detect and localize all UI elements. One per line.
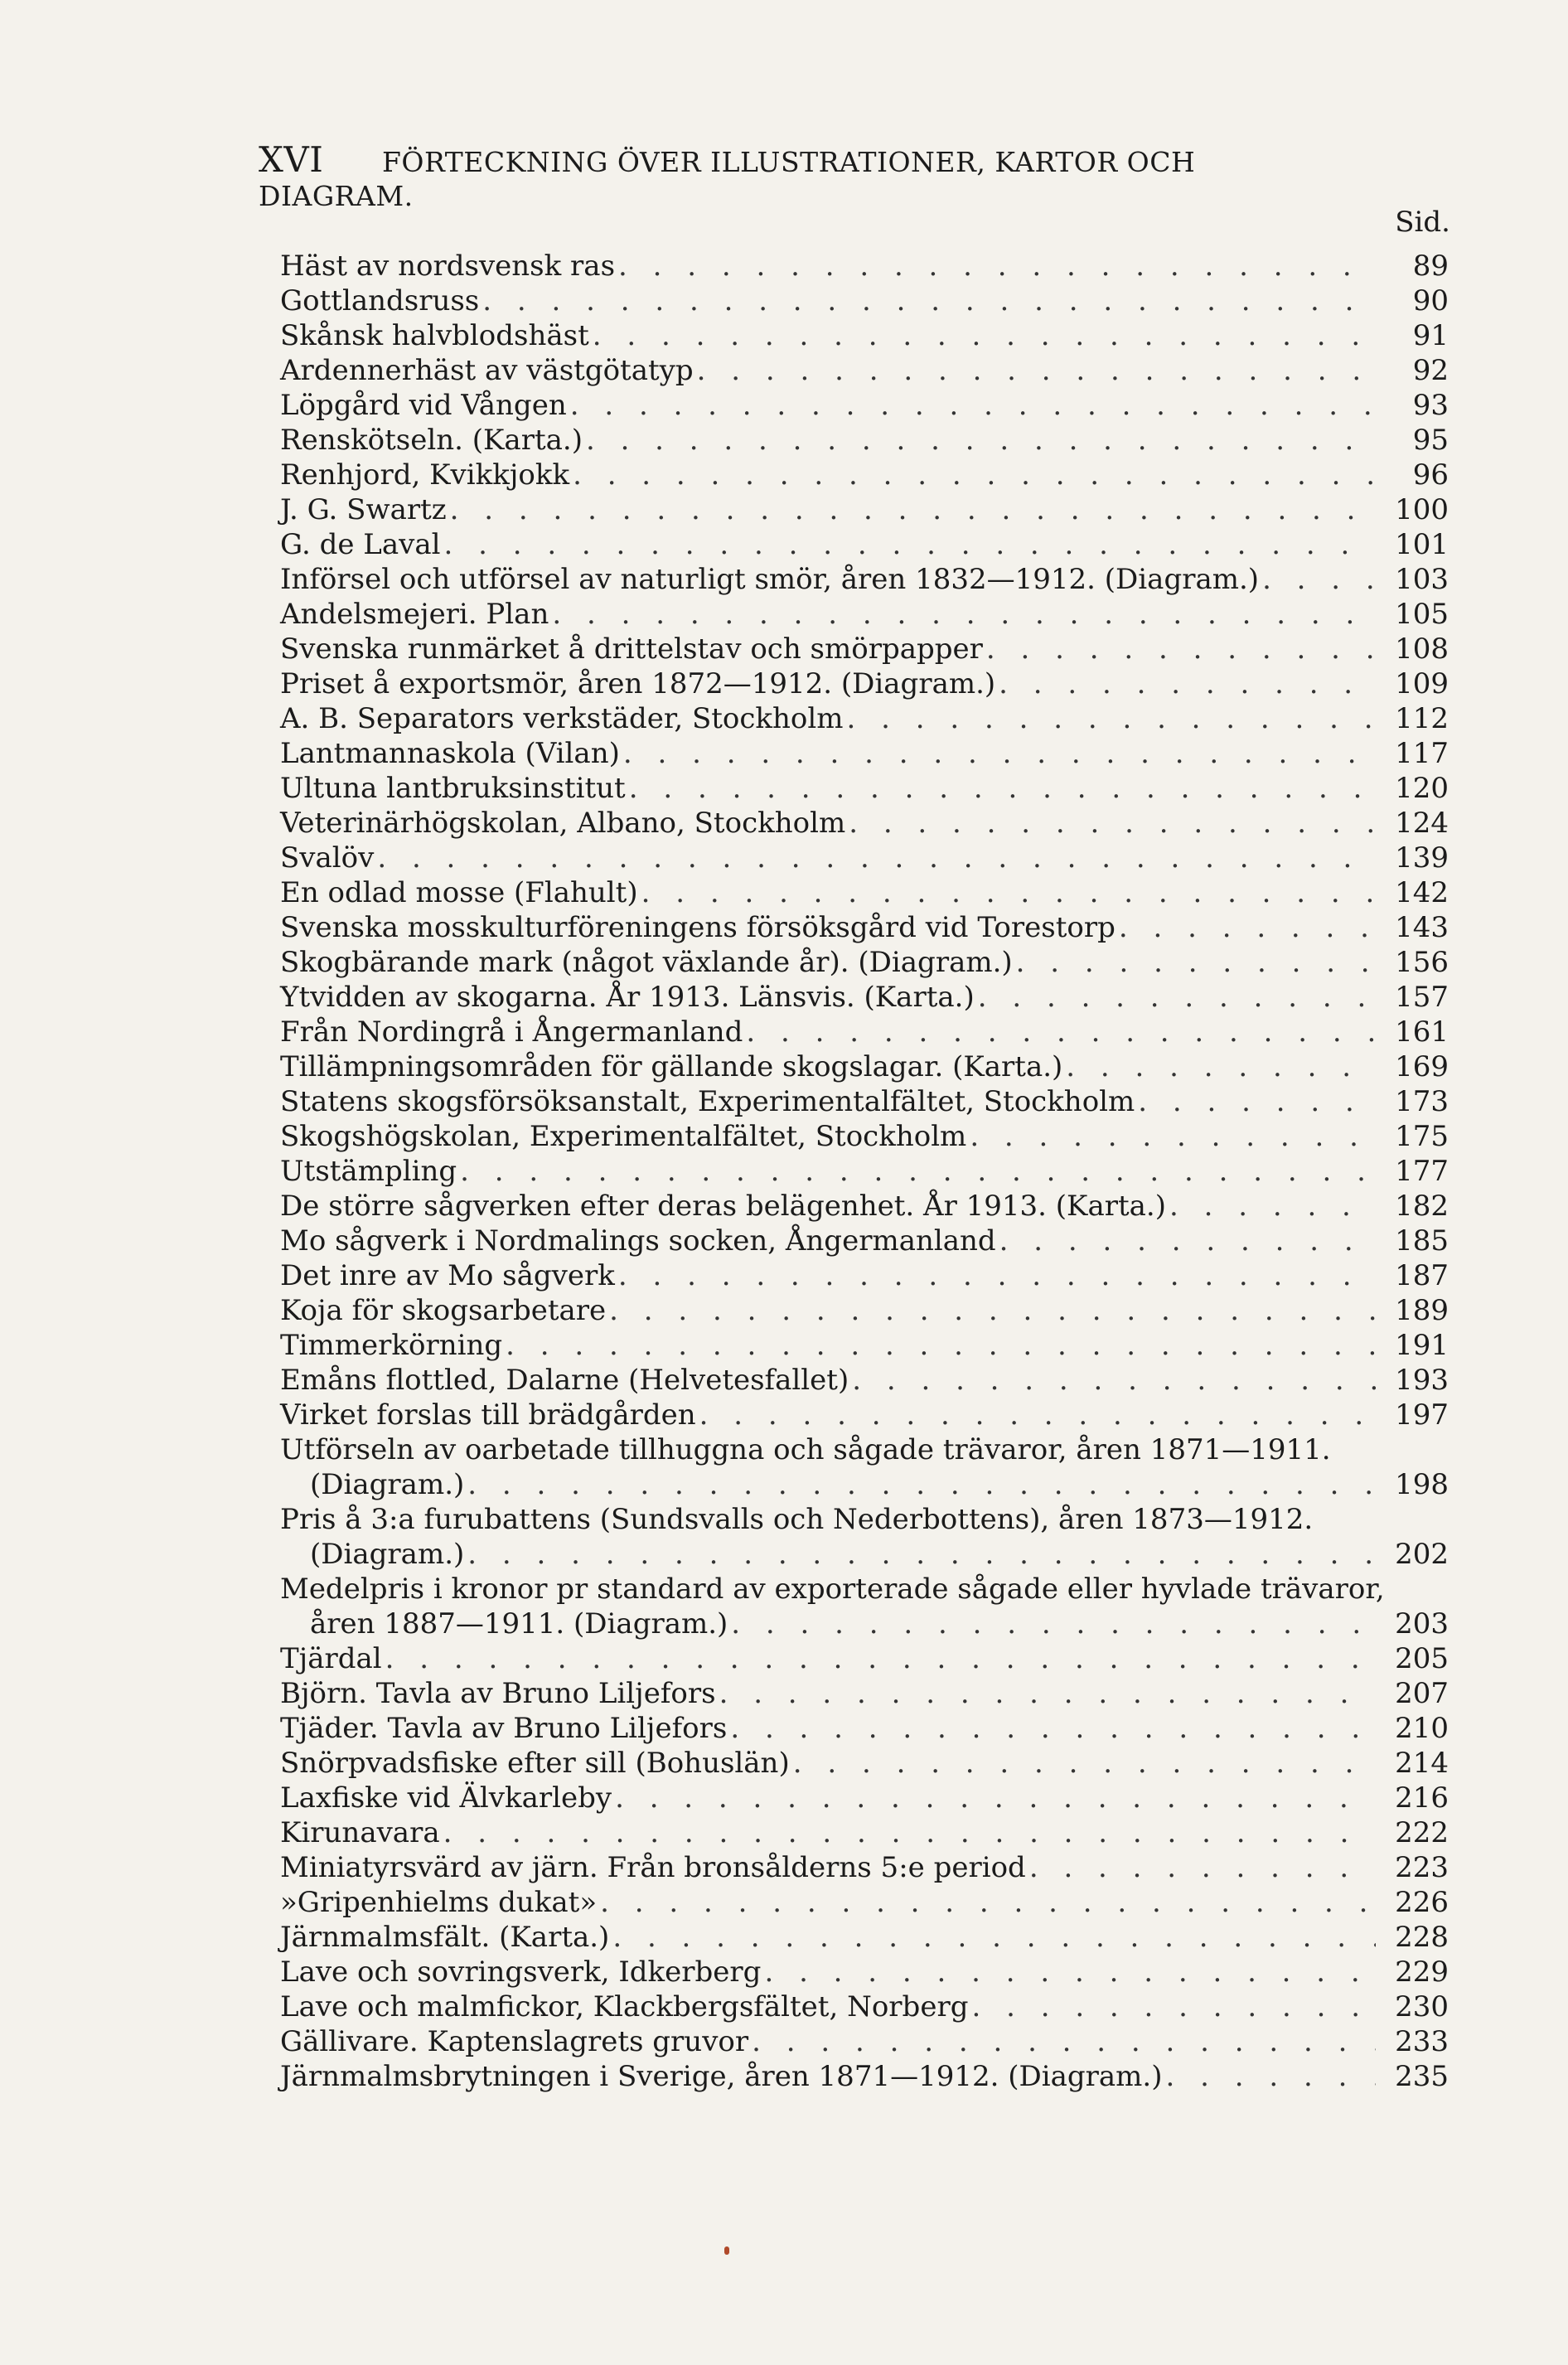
entry-page: 223 bbox=[1395, 1851, 1449, 1884]
entry-title: Kirunavara bbox=[280, 1816, 440, 1849]
entry-page: 124 bbox=[1395, 807, 1449, 840]
list-item bbox=[280, 1189, 1449, 1224]
list-item bbox=[280, 353, 1449, 388]
leader-dots bbox=[377, 841, 1376, 875]
list-item bbox=[280, 1641, 1449, 1676]
list-item bbox=[280, 1572, 1449, 1607]
entry-title: A. B. Separators verkstäder, Stockholm bbox=[280, 702, 844, 735]
list-item bbox=[280, 1049, 1449, 1084]
leader-dots bbox=[1262, 562, 1376, 597]
list-item bbox=[280, 458, 1449, 492]
leader-dots bbox=[600, 1885, 1376, 1920]
entry-title: Tjäder. Tavla av Bruno Liljefors bbox=[280, 1712, 728, 1745]
list-item bbox=[280, 841, 1449, 875]
entry-page: 191 bbox=[1395, 1329, 1449, 1362]
entry-page: 226 bbox=[1395, 1886, 1449, 1919]
leader-dots bbox=[1066, 1049, 1376, 1084]
entry-title: Koja för skogsarbetare bbox=[280, 1294, 607, 1327]
entry-title: (Diagram.) bbox=[310, 1538, 465, 1571]
page-column-label: Sid. bbox=[1395, 206, 1450, 239]
entry-title: Andelsmejeri. Plan bbox=[280, 598, 549, 631]
ink-mark bbox=[724, 2246, 729, 2255]
list-item bbox=[280, 2059, 1449, 2094]
list-item bbox=[280, 388, 1449, 423]
entry-title: Ardennerhäst av västgötatyp bbox=[280, 354, 694, 387]
entry-page: 139 bbox=[1395, 841, 1449, 875]
leader-dots bbox=[970, 1119, 1376, 1154]
entry-title: Svenska runmärket å drittelstav och smörpapper bbox=[280, 632, 983, 666]
entry-title: G. de Laval bbox=[280, 528, 441, 561]
list-item bbox=[280, 1119, 1449, 1154]
entry-title: Det inre av Mo sågverk bbox=[280, 1259, 615, 1292]
entry-title: Mo sågverk i Nordmalings socken, Ångermanland bbox=[280, 1224, 996, 1258]
list-item bbox=[280, 1607, 1449, 1641]
entry-page: 230 bbox=[1395, 1990, 1449, 2023]
entry-page: 105 bbox=[1395, 598, 1449, 631]
leader-dots bbox=[971, 1989, 1376, 2024]
entry-title: Skogshögskolan, Experimentalfältet, Stockholm bbox=[280, 1120, 967, 1153]
entry-page: 92 bbox=[1412, 354, 1449, 387]
entry-title: Utförseln av oarbetade tillhuggna och sågade trävaror, åren 1871—1911. bbox=[280, 1433, 1331, 1466]
entry-title: Skogbärande mark (något växlande år). (Diagram.) bbox=[280, 946, 1013, 979]
entry-page: 117 bbox=[1395, 737, 1449, 770]
leader-dots bbox=[1166, 2059, 1377, 2094]
leader-dots bbox=[570, 388, 1376, 423]
entry-title: Laxfiske vid Älvkarleby bbox=[280, 1781, 612, 1815]
entry-title: Statens skogsförsöksanstalt, Experimentalfältet, Stockholm bbox=[280, 1085, 1135, 1118]
leader-dots bbox=[612, 1920, 1376, 1955]
list-item bbox=[280, 910, 1449, 945]
leader-dots bbox=[506, 1328, 1376, 1363]
entry-page: 198 bbox=[1395, 1468, 1449, 1501]
entry-title: Gottlandsruss bbox=[280, 284, 480, 317]
list-item bbox=[280, 632, 1449, 666]
list-item bbox=[280, 1328, 1449, 1363]
leader-dots bbox=[482, 284, 1376, 318]
entry-title: Järnmalmsbrytningen i Sverige, åren 1871—1912. (Diagram.) bbox=[280, 2060, 1163, 2093]
list-item bbox=[280, 1224, 1449, 1258]
entry-page: 177 bbox=[1395, 1155, 1449, 1188]
entry-page: 156 bbox=[1395, 946, 1449, 979]
list-item bbox=[280, 1363, 1449, 1398]
entry-page: 185 bbox=[1395, 1224, 1449, 1258]
entry-title: Tillämpningsområden för gällande skogslagar. (Karta.) bbox=[280, 1050, 1063, 1083]
entry-title: Järnmalmsfält. (Karta.) bbox=[280, 1921, 610, 1954]
leader-dots bbox=[552, 597, 1376, 632]
list-item bbox=[280, 1885, 1449, 1920]
entry-page: 157 bbox=[1395, 981, 1449, 1014]
leader-dots bbox=[746, 1015, 1376, 1049]
entry-title: Priset å exportsmör, åren 1872—1912. (Diagram.) bbox=[280, 667, 996, 700]
entry-page: 216 bbox=[1395, 1781, 1449, 1815]
entry-page: 108 bbox=[1395, 632, 1449, 666]
list-item bbox=[280, 701, 1449, 736]
list-item bbox=[280, 1850, 1449, 1885]
entry-page: 197 bbox=[1395, 1398, 1449, 1432]
entry-page: 203 bbox=[1395, 1607, 1449, 1640]
leader-dots bbox=[1169, 1189, 1376, 1224]
entry-page: 169 bbox=[1395, 1050, 1449, 1083]
entry-page: 173 bbox=[1395, 1085, 1449, 1118]
list-item bbox=[280, 1432, 1449, 1467]
leader-dots bbox=[764, 1955, 1376, 1989]
entry-title: Löpgård vid Vången bbox=[280, 389, 567, 422]
entry-page: 90 bbox=[1412, 284, 1449, 317]
entry-title: »Gripenhielms dukat» bbox=[280, 1886, 598, 1919]
entry-page: 214 bbox=[1395, 1747, 1449, 1780]
entry-page: 91 bbox=[1412, 319, 1449, 352]
leader-dots bbox=[467, 1467, 1376, 1502]
page-number: XVI bbox=[259, 139, 324, 180]
list-item bbox=[280, 1781, 1449, 1815]
list-item bbox=[280, 1746, 1449, 1781]
list-item bbox=[280, 284, 1449, 318]
entry-title: åren 1887—1911. (Diagram.) bbox=[310, 1607, 728, 1640]
entry-title: Lave och malmfickor, Klackbergsfältet, Norberg bbox=[280, 1990, 969, 2023]
leader-dots bbox=[1016, 945, 1376, 980]
list-item bbox=[280, 318, 1449, 353]
leader-dots bbox=[999, 666, 1376, 701]
leader-dots bbox=[731, 1607, 1376, 1641]
list-item bbox=[280, 1015, 1449, 1049]
list-item bbox=[280, 736, 1449, 771]
entry-title: Renskötseln. (Karta.) bbox=[280, 424, 583, 457]
entry-title: (Diagram.) bbox=[310, 1468, 465, 1501]
entry-title: Utstämpling bbox=[280, 1155, 457, 1188]
entry-page: 142 bbox=[1395, 876, 1449, 909]
entry-title: En odlad mosse (Flahult) bbox=[280, 876, 638, 909]
leader-dots bbox=[699, 1398, 1376, 1432]
leader-dots bbox=[752, 2024, 1376, 2059]
leader-dots bbox=[641, 875, 1376, 910]
list-item bbox=[280, 1084, 1449, 1119]
leader-dots bbox=[623, 736, 1376, 771]
entry-page: 210 bbox=[1395, 1712, 1449, 1745]
entry-page: 222 bbox=[1395, 1816, 1449, 1849]
leader-dots bbox=[849, 806, 1376, 841]
leader-dots bbox=[618, 249, 1376, 284]
entry-title: Införsel och utförsel av naturligt smör, åren 1832—1912. (Diagram.) bbox=[280, 563, 1260, 596]
entry-title: Emåns flottled, Dalarne (Helvetesfallet) bbox=[280, 1364, 849, 1397]
leader-dots bbox=[385, 1641, 1376, 1676]
list-item bbox=[280, 1467, 1449, 1502]
entry-page: 143 bbox=[1395, 911, 1449, 944]
entry-title: Svenska mosskulturföreningens försöksgård vid Torestorp bbox=[280, 911, 1116, 944]
list-item bbox=[280, 1955, 1449, 1989]
list-item bbox=[280, 1920, 1449, 1955]
list-item bbox=[280, 2024, 1449, 2059]
list-item bbox=[280, 1989, 1449, 2024]
entry-title: Miniatyrsvärd av järn. Från bronsålderns 5:e period bbox=[280, 1851, 1026, 1884]
list-item bbox=[280, 1537, 1449, 1572]
entry-page: 96 bbox=[1412, 458, 1449, 492]
entry-title: Lave och sovringsverk, Idkerberg bbox=[280, 1955, 762, 1989]
entry-title: De större sågverken efter deras belägenhet. År 1913. (Karta.) bbox=[280, 1190, 1166, 1223]
leader-dots bbox=[609, 1293, 1376, 1328]
entry-page: 161 bbox=[1395, 1015, 1449, 1049]
entry-page: 233 bbox=[1395, 2025, 1449, 2058]
leader-dots bbox=[852, 1363, 1376, 1398]
list-item bbox=[280, 1293, 1449, 1328]
entry-page: 109 bbox=[1395, 667, 1449, 700]
list-item bbox=[280, 562, 1449, 597]
leader-dots bbox=[1029, 1850, 1376, 1885]
entry-title: Häst av nordsvensk ras bbox=[280, 250, 616, 283]
entry-title: Ultuna lantbruksinstitut bbox=[280, 772, 626, 805]
leader-dots bbox=[978, 980, 1376, 1015]
entry-page: 235 bbox=[1395, 2060, 1449, 2093]
leader-dots bbox=[629, 771, 1376, 806]
entry-page: 193 bbox=[1395, 1364, 1449, 1397]
leader-dots bbox=[730, 1711, 1376, 1746]
entry-page: 182 bbox=[1395, 1190, 1449, 1223]
leader-dots bbox=[586, 423, 1376, 458]
entry-title: Ytvidden av skogarna. År 1913. Länsvis. (Karta.) bbox=[280, 981, 975, 1014]
entry-page: 205 bbox=[1395, 1642, 1449, 1675]
list-item bbox=[280, 1815, 1449, 1850]
leader-dots bbox=[573, 458, 1376, 492]
list-item bbox=[280, 527, 1449, 562]
entry-page: 100 bbox=[1395, 493, 1449, 526]
leader-dots bbox=[986, 632, 1376, 666]
entry-title: Renhjord, Kvikkjokk bbox=[280, 458, 570, 492]
header-title: FÖRTECKNING ÖVER ILLUSTRATIONER, KARTOR OCH DIAGRAM. bbox=[259, 146, 1196, 212]
entry-page: 120 bbox=[1395, 772, 1449, 805]
leader-dots bbox=[460, 1154, 1376, 1189]
entry-title: Pris å 3:a furubattens (Sundsvalls och Nederbottens), åren 1873—1912. bbox=[280, 1503, 1314, 1536]
list-item bbox=[280, 1676, 1449, 1711]
list-item bbox=[280, 423, 1449, 458]
entry-page: 189 bbox=[1395, 1294, 1449, 1327]
leader-dots bbox=[793, 1746, 1376, 1781]
entry-page: 229 bbox=[1395, 1955, 1449, 1989]
list-item bbox=[280, 1154, 1449, 1189]
entry-page: 202 bbox=[1395, 1538, 1449, 1571]
entry-title: Från Nordingrå i Ångermanland bbox=[280, 1015, 743, 1049]
illustration-list bbox=[280, 249, 1449, 2094]
leader-dots bbox=[847, 701, 1376, 736]
entry-title: Lantmannaskola (Vilan) bbox=[280, 737, 620, 770]
entry-title: Virket forslas till brädgården bbox=[280, 1398, 696, 1432]
leader-dots bbox=[615, 1781, 1376, 1815]
list-item bbox=[280, 875, 1449, 910]
entry-title: Skånsk halvblodshäst bbox=[280, 319, 589, 352]
list-item bbox=[280, 806, 1449, 841]
entry-title: Tjärdal bbox=[280, 1642, 382, 1675]
list-item bbox=[280, 945, 1449, 980]
list-item bbox=[280, 597, 1449, 632]
leader-dots bbox=[1119, 910, 1376, 945]
entry-title: Svalöv bbox=[280, 841, 375, 875]
entry-page: 207 bbox=[1395, 1677, 1449, 1710]
list-item bbox=[280, 980, 1449, 1015]
leader-dots bbox=[999, 1224, 1376, 1258]
entry-page: 175 bbox=[1395, 1120, 1449, 1153]
entry-page: 103 bbox=[1395, 563, 1449, 596]
leader-dots bbox=[1138, 1084, 1376, 1119]
leader-dots bbox=[450, 492, 1376, 527]
list-item bbox=[280, 249, 1449, 284]
entry-page: 89 bbox=[1412, 250, 1449, 283]
entry-title: Gällivare. Kaptenslagrets gruvor bbox=[280, 2025, 749, 2058]
list-item bbox=[280, 492, 1449, 527]
leader-dots bbox=[618, 1258, 1376, 1293]
leader-dots bbox=[443, 527, 1376, 562]
entry-title: Björn. Tavla av Bruno Liljefors bbox=[280, 1677, 716, 1710]
leader-dots bbox=[697, 353, 1376, 388]
entry-title: Medelpris i kronor pr standard av exporterade sågade eller hyvlade trävaror, bbox=[280, 1573, 1385, 1606]
running-header bbox=[259, 139, 1336, 212]
list-item bbox=[280, 1502, 1449, 1537]
leader-dots bbox=[719, 1676, 1376, 1711]
entry-page: 93 bbox=[1412, 389, 1449, 422]
leader-dots bbox=[467, 1537, 1376, 1572]
leader-dots bbox=[593, 318, 1376, 353]
entry-title: J. G. Swartz bbox=[280, 493, 447, 526]
list-item bbox=[280, 1711, 1449, 1746]
list-item bbox=[280, 1258, 1449, 1293]
list-item bbox=[280, 666, 1449, 701]
entry-page: 187 bbox=[1395, 1259, 1449, 1292]
entry-page: 101 bbox=[1395, 528, 1449, 561]
leader-dots bbox=[443, 1815, 1376, 1850]
entry-title: Veterinärhögskolan, Albano, Stockholm bbox=[280, 807, 846, 840]
list-item bbox=[280, 771, 1449, 806]
list-item bbox=[280, 1398, 1449, 1432]
entry-page: 112 bbox=[1395, 702, 1449, 735]
entry-title: Snörpvadsfiske efter sill (Bohuslän) bbox=[280, 1747, 790, 1780]
entry-page: 95 bbox=[1412, 424, 1449, 457]
entry-title: Timmerkörning bbox=[280, 1329, 503, 1362]
entry-page: 228 bbox=[1395, 1921, 1449, 1954]
